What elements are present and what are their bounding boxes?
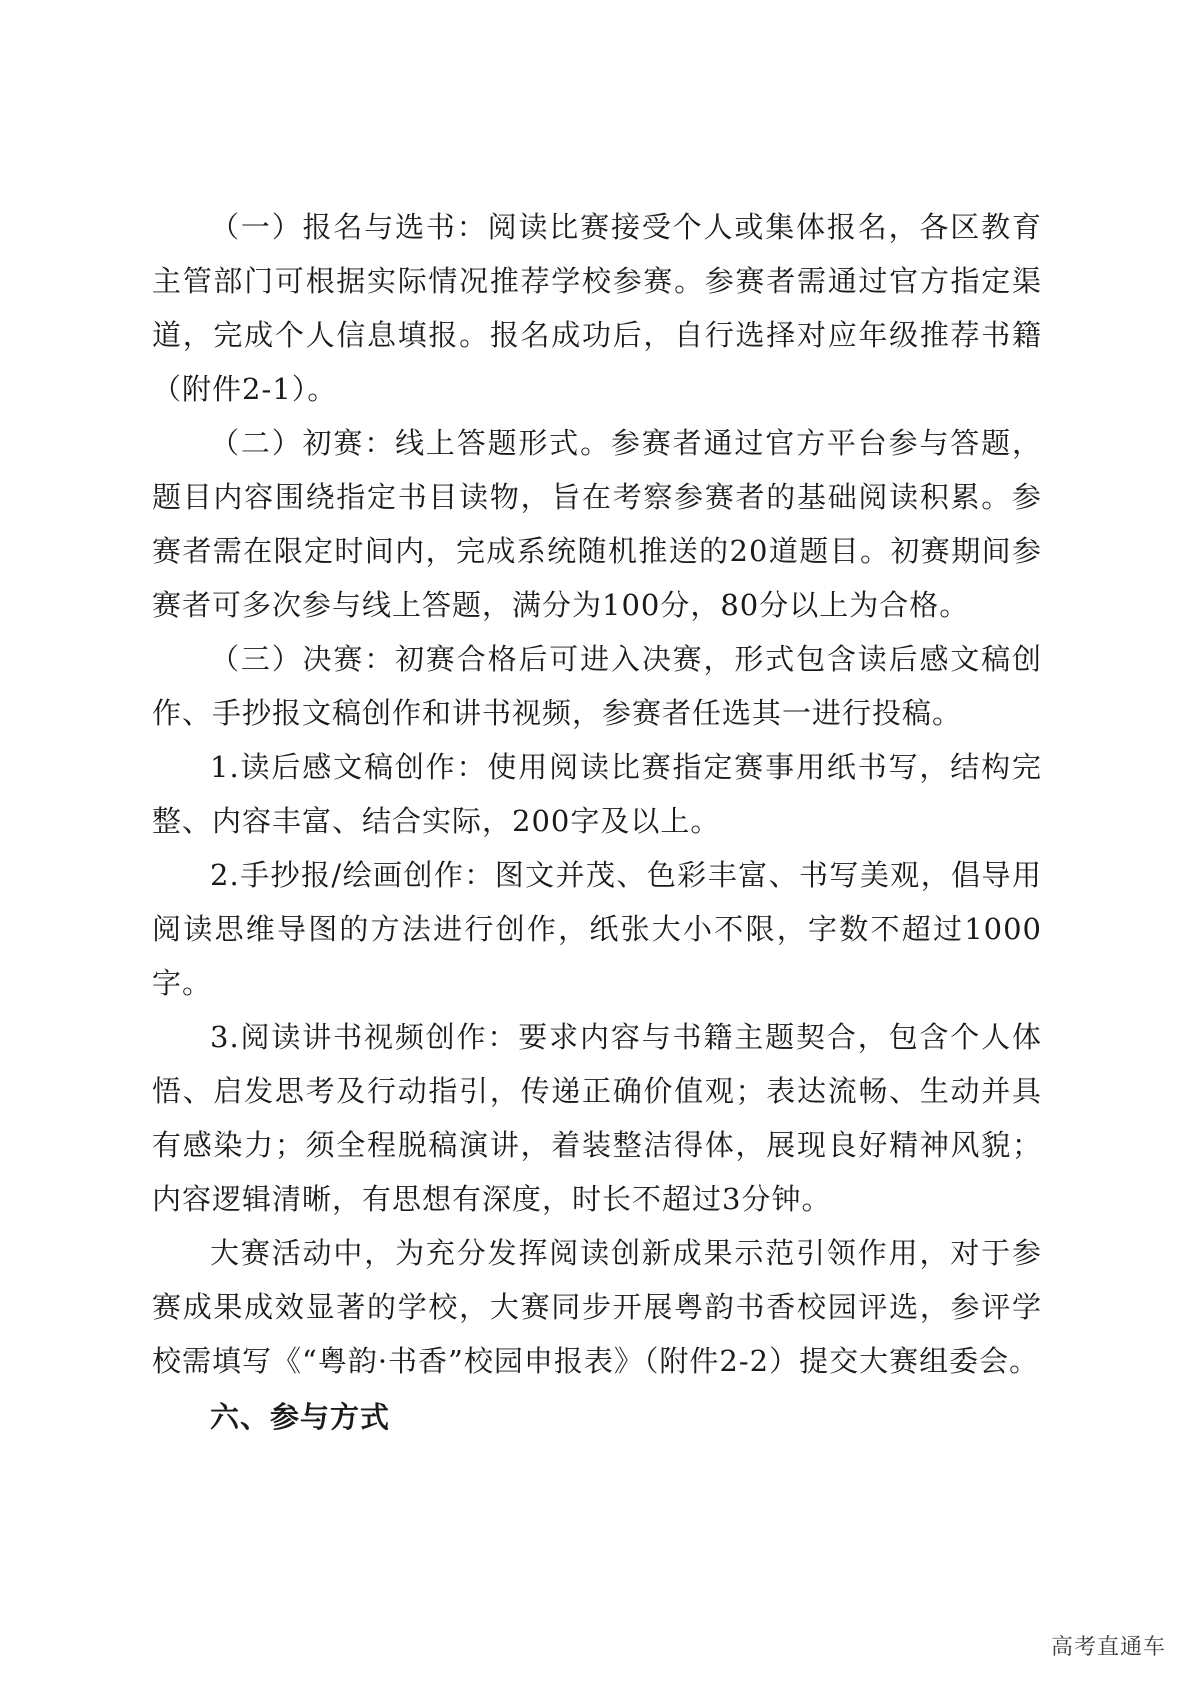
watermark: 高考直通车 (1050, 1635, 1166, 1660)
section-heading: 六、参与方式 (210, 1400, 391, 1434)
paragraph-final: （三）决赛：初赛合格后可进入决赛，形式包含读后感文稿创作、手抄报文稿创作和讲书视频，参赛者任选其一进行投稿。 (152, 642, 1042, 730)
paragraph-final-item-1: 1.读后感文稿创作：使用阅读比赛指定赛事用纸书写，结构完整、内容丰富、结合实际，200字及以上。 (152, 750, 1042, 838)
paragraph-campus-selection: 大赛活动中，为充分发挥阅读创新成果示范引领作用，对于参赛成果成效显著的学校，大赛同步开展粤韵书香校园评选，参评学校需填写《“粤韵·书香”校园申报表》（附件2-2）提交大赛组委会。 (152, 1236, 1042, 1378)
paragraph-registration: （一）报名与选书：阅读比赛接受个人或集体报名，各区教育主管部门可根据实际情况推荐学校参赛。参赛者需通过官方指定渠道，完成个人信息填报。报名成功后，自行选择对应年级推荐书籍（附件2-1）。 (152, 210, 1042, 406)
paragraph-preliminary: （二）初赛：线上答题形式。参赛者通过官方平台参与答题，题目内容围绕指定书目读物，旨在考察参赛者的基础阅读积累。参赛者需在限定时间内，完成系统随机推送的20道题目。初赛期间参赛者可多次参与线上答题，满分为100分，80分以上为合格。 (152, 426, 1042, 622)
paragraph-final-item-3: 3.阅读讲书视频创作：要求内容与书籍主题契合，包含个人体悟、启发思考及行动指引，传递正确价值观；表达流畅、生动并具有感染力；须全程脱稿演讲，着装整洁得体，展现良好精神风貌；内容逻辑清晰，有思想有深度，时长不超过3分钟。 (152, 1020, 1042, 1216)
document-body (152, 200, 1042, 1444)
paragraph-final-item-2: 2.手抄报/绘画创作：图文并茂、色彩丰富、书写美观，倡导用阅读思维导图的方法进行创作，纸张大小不限，字数不超过1000字。 (152, 858, 1042, 1000)
